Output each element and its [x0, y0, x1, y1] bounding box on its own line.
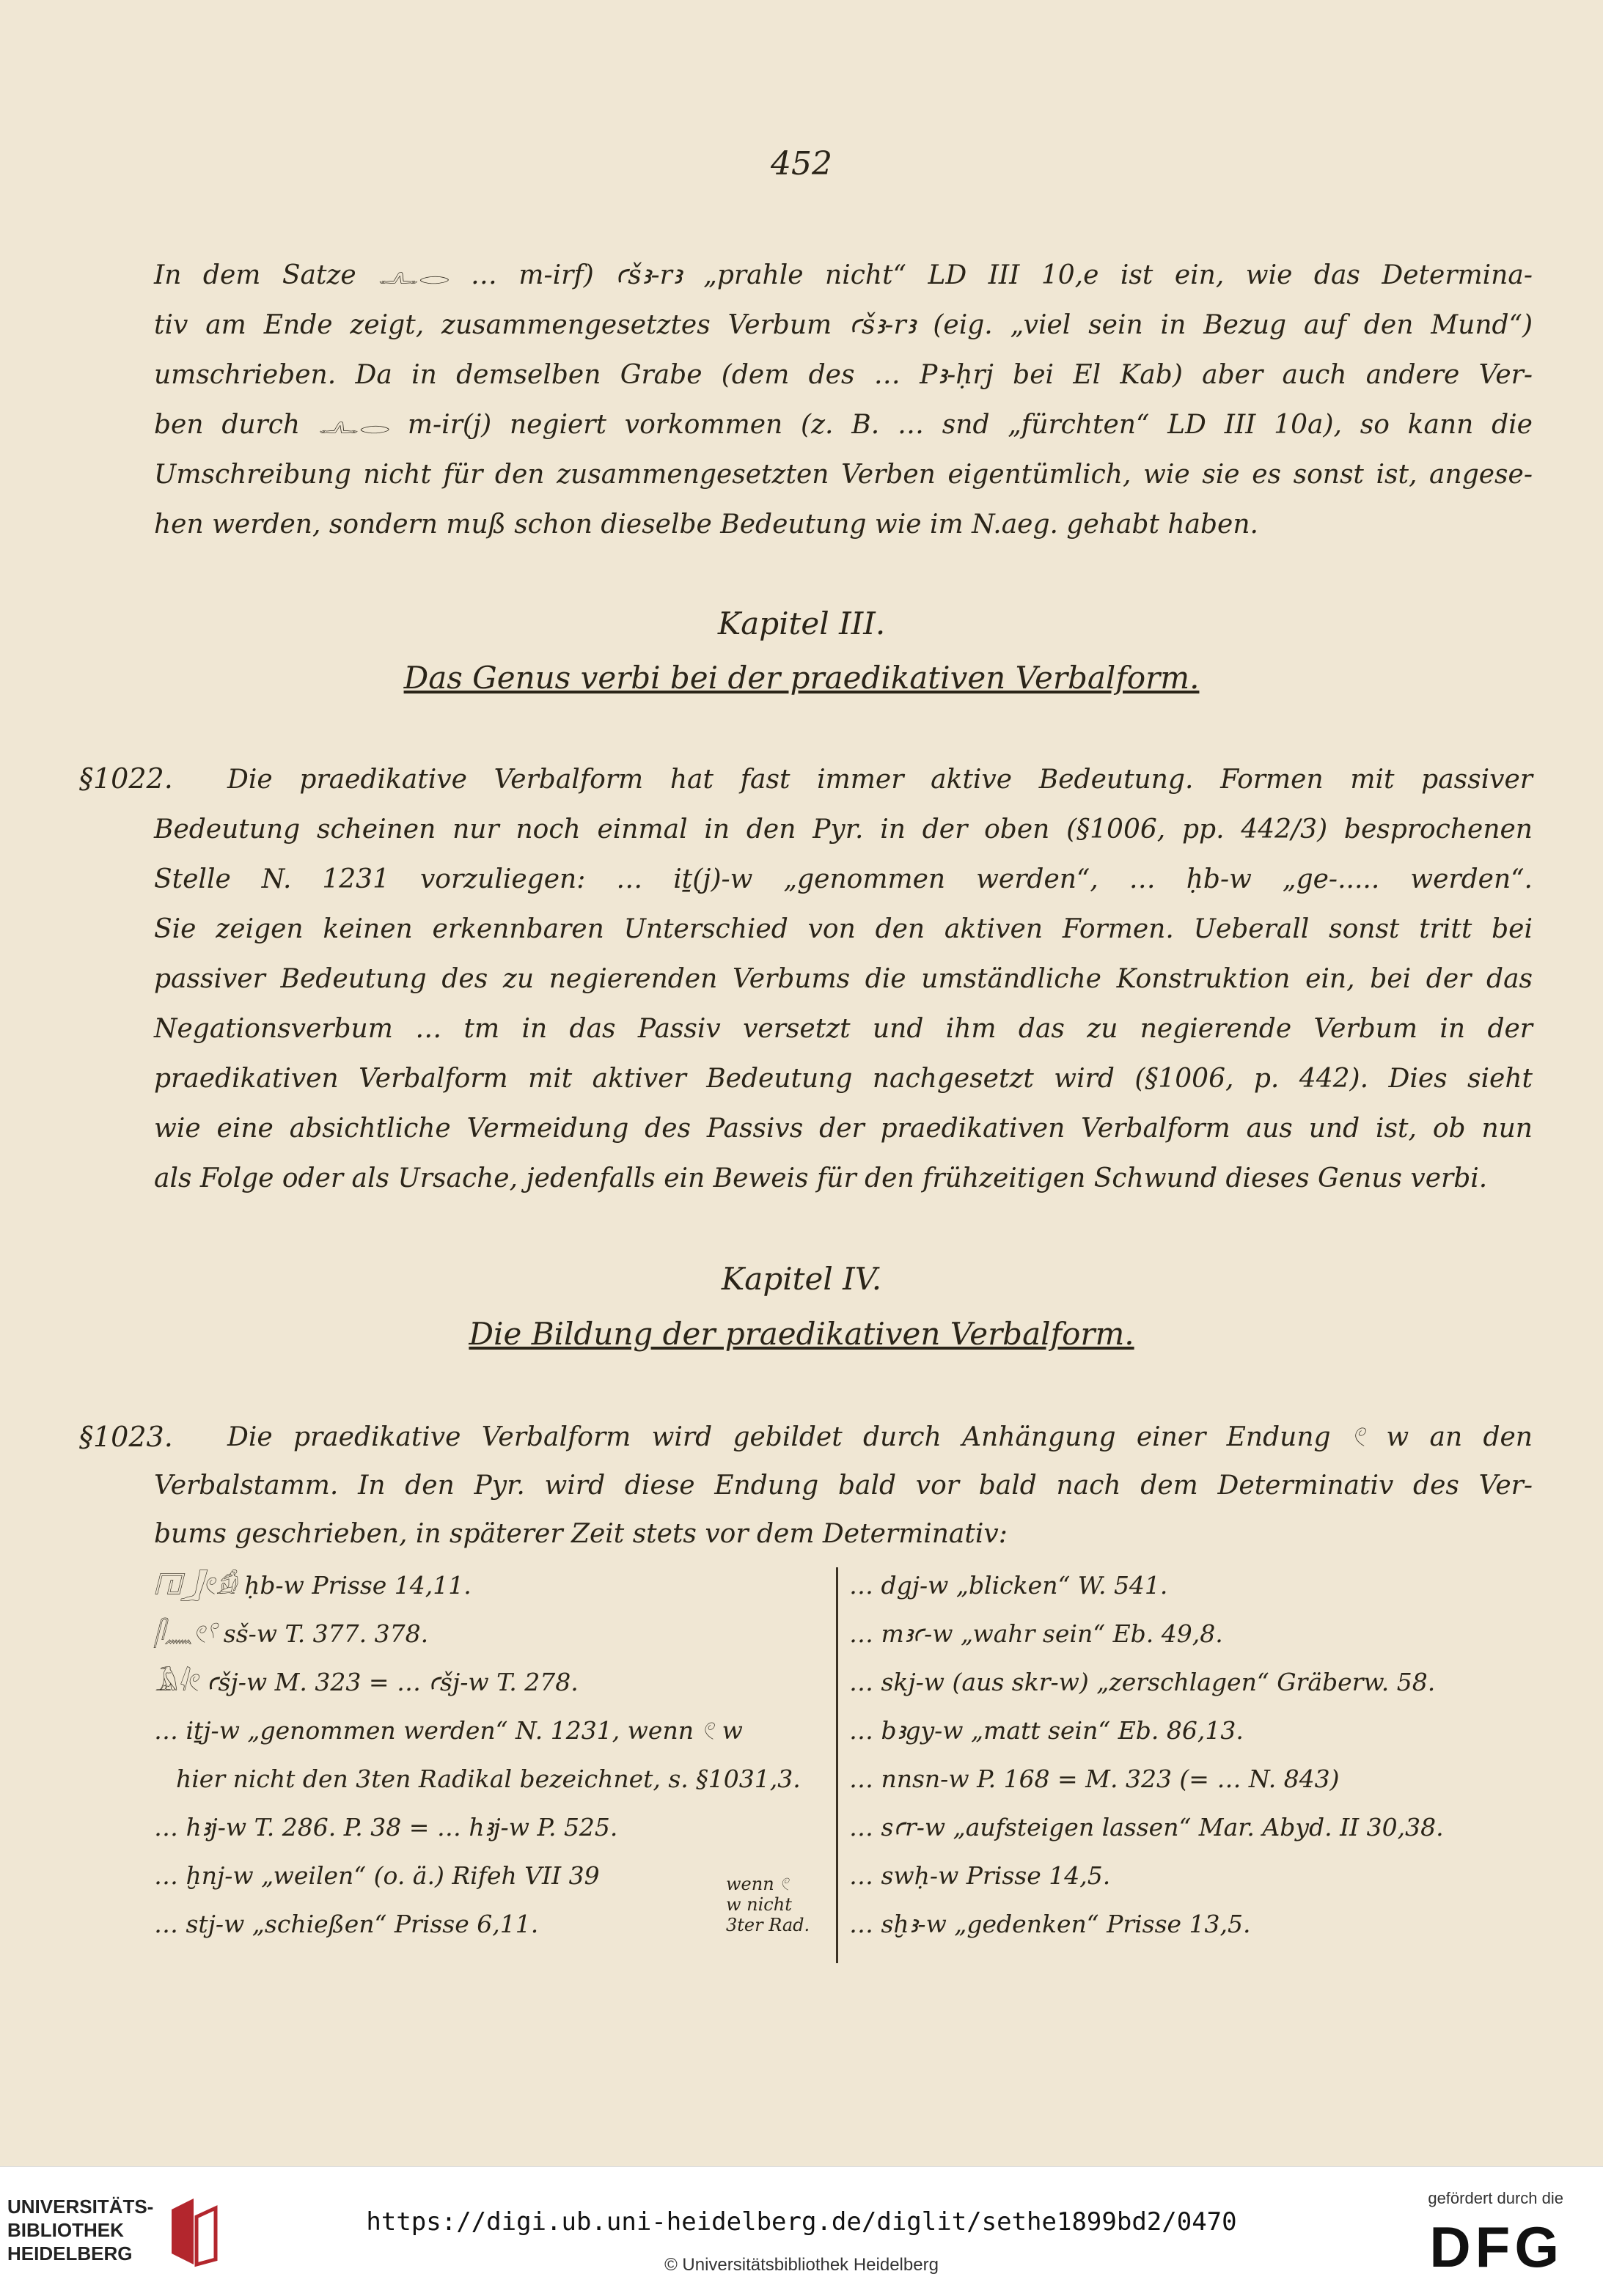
chapter-3-title [0, 660, 1603, 696]
example-line: 𓉔𓃀𓏲𓀁 ḥb-w Prisse 14,11. [154, 1571, 472, 1600]
example-line: … sḫꜣ-w „gedenken“ Prisse 13,5. [849, 1910, 1251, 1938]
chapter-3-title-text: Das Genus verbi bei der praedikativen Verbalform. [403, 660, 1200, 696]
text-line: Die praedikative Verbalform wird gebildet durch Anhängung einer Endung 𓏲 w an den [227, 1422, 1533, 1452]
paragraph-1 [154, 251, 1533, 550]
text-line: Negationsverbum … tm in das Passiv versetzt und ihm das zu negierende Verbum in der [154, 1014, 1533, 1044]
example-line: … stj-w „schießen“ Prisse 6,11. [154, 1910, 539, 1938]
text-line: umschrieben. Da in demselben Grabe (dem des … Pꜣ-ḥrj bei El Kab) aber auch andere Ver- [154, 360, 1533, 390]
note-line: w nicht [726, 1894, 792, 1915]
example-line: … dgj-w „blicken“ W. 541. [849, 1571, 1168, 1600]
text-line: In dem Satze 𓂜𓂋 … m-irf) ꜥšꜣ-rꜣ „prahle nicht“ LD III 10,e ist ein, wie das Determina- [154, 260, 1533, 290]
note-line: wenn 𓏲 [726, 1874, 790, 1894]
example-line: 𓋴𓈖𓏲𓍢 sš-w T. 377. 378. [154, 1619, 429, 1648]
library-line: BIBLIOTHEK [7, 2219, 124, 2241]
example-line: 𓄿𓇋𓏲 ꜥšj-w M. 323 = … ꜥšj-w T. 278. [154, 1668, 579, 1696]
examples-right-column [849, 1561, 1538, 1949]
library-line: HEIDELBERG [7, 2242, 133, 2264]
chapter-4-title [0, 1316, 1603, 1352]
example-line: … skj-w (aus skr-w) „zerschlagen“ Gräberw. 58. [849, 1668, 1436, 1696]
example-line: … hꜣj-w T. 286. P. 38 = … hꜣj-w P. 525. [154, 1813, 618, 1841]
text-line: Bedeutung scheinen nur noch einmal in den Pyr. in der oben (§1006, pp. 442/3) besprochenen [154, 814, 1533, 845]
permalink-url[interactable]: https://digi.ub.uni-heidelberg.de/diglit/sethe1899bd2/0470 [366, 2207, 1237, 2237]
section-1022-body [154, 755, 1533, 1204]
section-number-1023: §1023. [79, 1421, 173, 1453]
section-number-1022: §1022. [79, 762, 173, 795]
text-line: tiv am Ende zeigt, zusammengesetztes Verbum ꜥšꜣ-rꜣ (eig. „viel sein in Bezug auf den Mund“) [154, 310, 1533, 340]
example-line: … sꜥr-w „aufsteigen lassen“ Mar. Abyd. II 30,38. [849, 1813, 1444, 1841]
text-line: bums geschrieben, in späterer Zeit stets vor dem Determinativ: [154, 1519, 1008, 1549]
note-line: 3ter Rad. [726, 1915, 810, 1935]
section-1023-body [154, 1413, 1533, 1559]
copyright-notice: © Universitätsbibliothek Heidelberg [664, 2255, 939, 2275]
example-line: … mꜣꜥ-w „wahr sein“ Eb. 49,8. [849, 1619, 1223, 1648]
example-line: … iṯj-w „genommen werden“ N. 1231, wenn 𓏲 w [154, 1716, 743, 1745]
chapter-3-label: Kapitel III. [717, 606, 886, 641]
example-line: … swḥ-w Prisse 14,5. [849, 1861, 1111, 1890]
viewer-footer [0, 2166, 1603, 2296]
text-line: Verbalstamm. In den Pyr. wird diese Endung bald vor bald nach dem Determinativ des Ver- [154, 1471, 1533, 1501]
page-number: 452 [771, 145, 832, 183]
funded-by-label: gefördert durch die [1428, 2189, 1563, 2207]
example-line: … ḫnj-w „weilen“ (o. ä.) Rifeh VII 39 [154, 1861, 600, 1890]
library-line: UNIVERSITÄTS- [7, 2196, 154, 2218]
column-divider [836, 1567, 838, 1963]
text-line: Stelle N. 1231 vorzuliegen: … iṯ(j)-w „genommen werden“, … ḥb-w „ge-..... werden“. [154, 864, 1533, 894]
text-line: praedikativen Verbalform mit aktiver Bedeutung nachgesetzt wird (§1006, p. 442). Dies sieht [154, 1064, 1533, 1094]
example-line: … nnsn-w P. 168 = M. 323 (= … N. 843) [849, 1765, 1340, 1793]
example-line: … bꜣgy-w „matt sein“ Eb. 86,13. [849, 1716, 1244, 1745]
chapter-4-title-text: Die Bildung der praedikativen Verbalform. [469, 1316, 1134, 1352]
text-line: ben durch 𓂜𓂋 m-ir(j) negiert vorkommen (z. B. … snd „fürchten“ LD III 10a), so kann die [154, 410, 1533, 440]
text-line: Die praedikative Verbalform hat fast immer aktive Bedeutung. Formen mit passiver [227, 765, 1533, 795]
text-line: als Folge oder als Ursache, jedenfalls ein Beweis für den frühzeitigen Schwund dieses Genus verbi. [154, 1163, 1488, 1193]
chapter-4-label: Kapitel IV. [721, 1261, 882, 1297]
example-line: hier nicht den 3ten Radikal bezeichnet, s. §1031,3. [176, 1765, 801, 1793]
text-line: Umschreibung nicht für den zusammengesetzten Verben eigentümlich, wie sie es sonst ist, angese- [154, 460, 1533, 490]
text-line: passiver Bedeutung des zu negierenden Verbums die umständliche Konstruktion ein, bei der das [154, 964, 1533, 994]
left-column-note [726, 1874, 829, 1935]
text-line: hen werden, sondern muß schon dieselbe Bedeutung wie im N.aeg. gehabt haben. [154, 509, 1258, 540]
dfg-logo[interactable]: DFG [1429, 2215, 1563, 2279]
text-line: wie eine absichtliche Vermeidung des Passivs der praedikativen Verbalform aus und ist, ob nun [154, 1114, 1533, 1144]
text-line: Sie zeigen keinen erkennbaren Unterschied von den aktiven Formen. Ueberall sonst tritt bei [154, 914, 1533, 944]
